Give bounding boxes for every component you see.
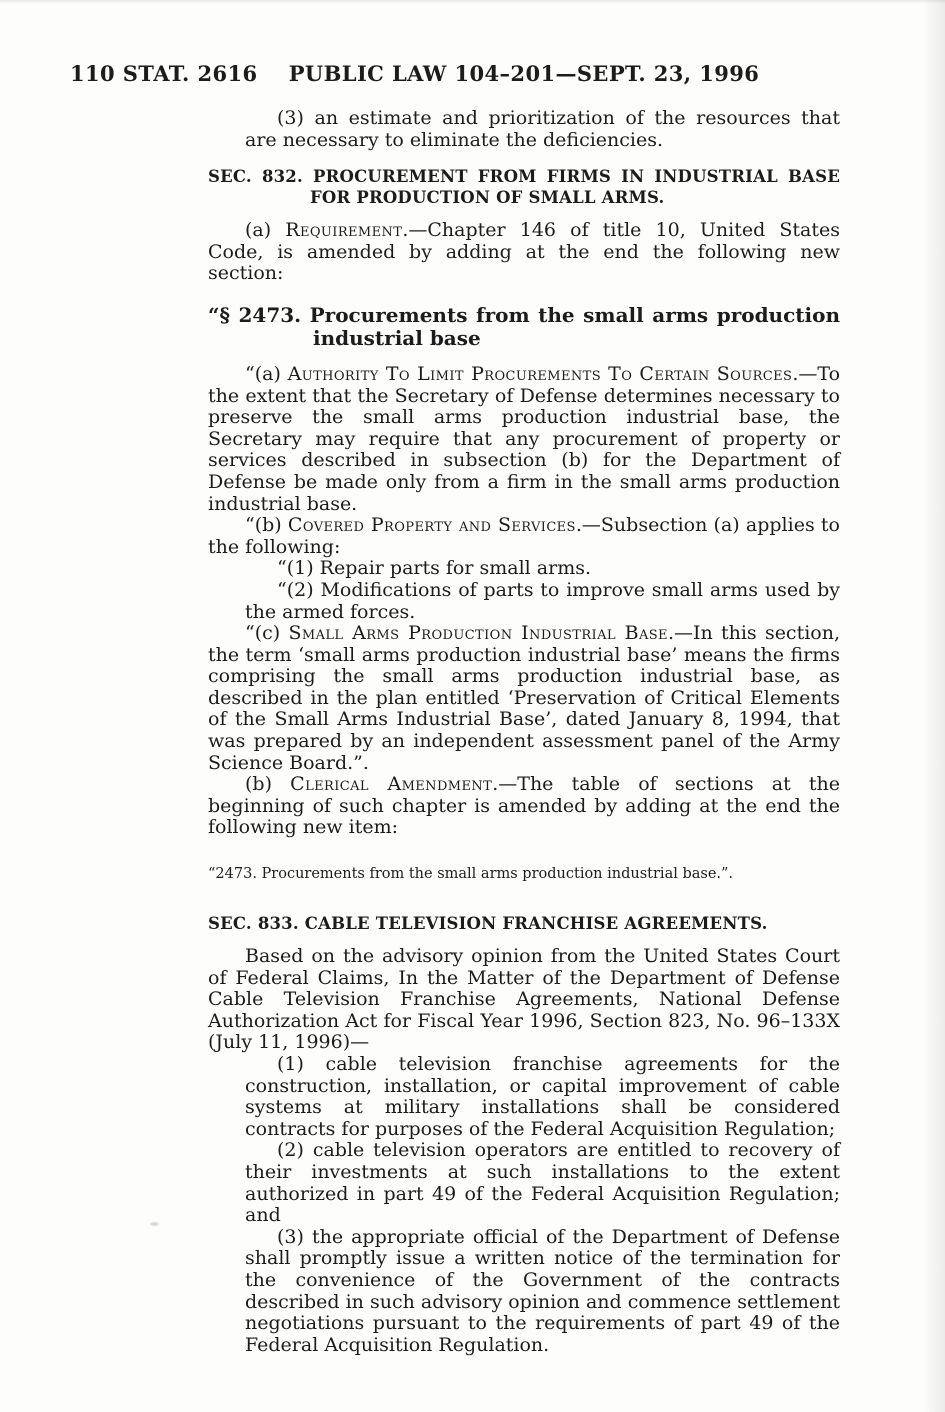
text-run: (3) the appropriate official of the Department of Defense shall promptly issue a written notice of the termination for the convenience of the Government of the contracts described in such advisory opinion and commence settlement negotiations pursuant to the requirements of part 49 of the Federal Acquisition Regulation. xyxy=(245,1225,840,1356)
text-run: Based on the advisory opinion from the United States Court of Federal Claims, In the Matter of the Department of Defense Cable Television Franchise Agreements, National Defense Authorization Act for Fiscal Year 1996, Section 823, No. 96–133X (July 11, 1996)— xyxy=(208,945,840,1054)
text-run: “(b) xyxy=(245,514,288,537)
sec-832-heading xyxy=(208,166,840,208)
document-body xyxy=(208,108,840,1356)
sec-832-b-clerical xyxy=(208,774,840,839)
smallcaps-run: Clerical Amendment xyxy=(290,773,493,796)
text-run: SEC. 833. CABLE TELEVISION FRANCHISE AGREEMENTS. xyxy=(208,914,768,934)
usc-2473-heading xyxy=(208,304,840,351)
stat-page-number: 110 STAT. 2616 xyxy=(70,61,258,86)
usc-2473-a-authority xyxy=(208,364,840,515)
usc-2473-b-covered xyxy=(208,515,840,558)
sec-833-1 xyxy=(245,1054,840,1140)
text-run: (a) xyxy=(245,219,286,242)
usc-2473-b-1 xyxy=(245,558,840,580)
smallcaps-run: Covered Property and Services xyxy=(287,514,576,537)
smallcaps-run: Small Arms Production Industrial Base xyxy=(288,622,668,645)
scan-artifact xyxy=(150,1222,159,1226)
text-run: .—Chapter 146 of title 10, United States Code, is amended by adding at the end the following new section: xyxy=(208,219,840,285)
text-run: “§ 2473. Procurements from the small arms production industrial base xyxy=(208,302,840,351)
text-run: .—The table of sections at the beginning of such chapter is amended by adding at the end the following new item: xyxy=(208,773,840,839)
usc-2473-c-definition xyxy=(208,623,840,774)
text-run: “(1) Repair parts for small arms. xyxy=(277,557,592,580)
smallcaps-run: Authority To Limit Procurements To Certain Sources xyxy=(287,362,793,385)
scan-edge-top xyxy=(0,0,945,4)
text-run: SEC. 832. PROCUREMENT FROM FIRMS IN INDUSTRIAL BASE FOR PRODUCTION OF SMALL ARMS. xyxy=(208,167,840,208)
text-run: (3) an estimate and prioritization of the resources that are necessary to eliminate the deficiencies. xyxy=(245,107,840,151)
scan-edge-right xyxy=(923,0,945,1412)
sec-833-intro xyxy=(208,946,840,1054)
text-run: “(c) xyxy=(245,622,289,645)
text-run: .—Subsection (a) applies to the following: xyxy=(208,514,840,558)
text-run: “2473. Procurements from the small arms production industrial base.”. xyxy=(208,866,734,883)
text-run: “(a) xyxy=(245,362,288,385)
usc-2473-b-2 xyxy=(245,580,840,623)
smallcaps-run: Requirement xyxy=(285,219,403,242)
text-run: .—In this section, the term ‘small arms production industrial base’ means the firms comprising the small arms production industrial base, as described in the plan entitled ‘Preservation of Critical Elements of the Small Arms Industrial Base’, dated January 8, 1994, that was prepared by an independent assessment panel of the Army Science Board.”. xyxy=(208,622,841,774)
public-law-title: PUBLIC LAW 104–201—SEPT. 23, 1996 xyxy=(288,61,760,86)
clause-3-resources xyxy=(245,108,840,151)
sec-833-2 xyxy=(245,1140,840,1226)
sec-833-heading xyxy=(208,913,840,934)
text-run: (1) cable television franchise agreements for the construction, installation, or capital improvement of cable systems at military installations shall be considered contracts for purposes of the Federal Acquisition Regulation; xyxy=(245,1053,840,1140)
text-run: (b) xyxy=(245,773,291,796)
table-of-sections-item xyxy=(208,865,840,883)
sec-833-3 xyxy=(245,1227,840,1357)
text-run: (2) cable television operators are entitled to recovery of their investments at such installations to the extent authorized in part 49 of the Federal Acquisition Regulation; and xyxy=(245,1139,840,1227)
sec-832-a-requirement xyxy=(208,220,840,285)
text-run: .—To the extent that the Secretary of Defense determines necessary to preserve the small arms production industrial base, the Secretary may require that any procurement of property or services described in subsection (b) for the Department of Defense be made only from a firm in the small arms production industrial base. xyxy=(208,362,841,515)
text-run: “(2) Modifications of parts to improve small arms used by the armed forces. xyxy=(245,578,840,623)
